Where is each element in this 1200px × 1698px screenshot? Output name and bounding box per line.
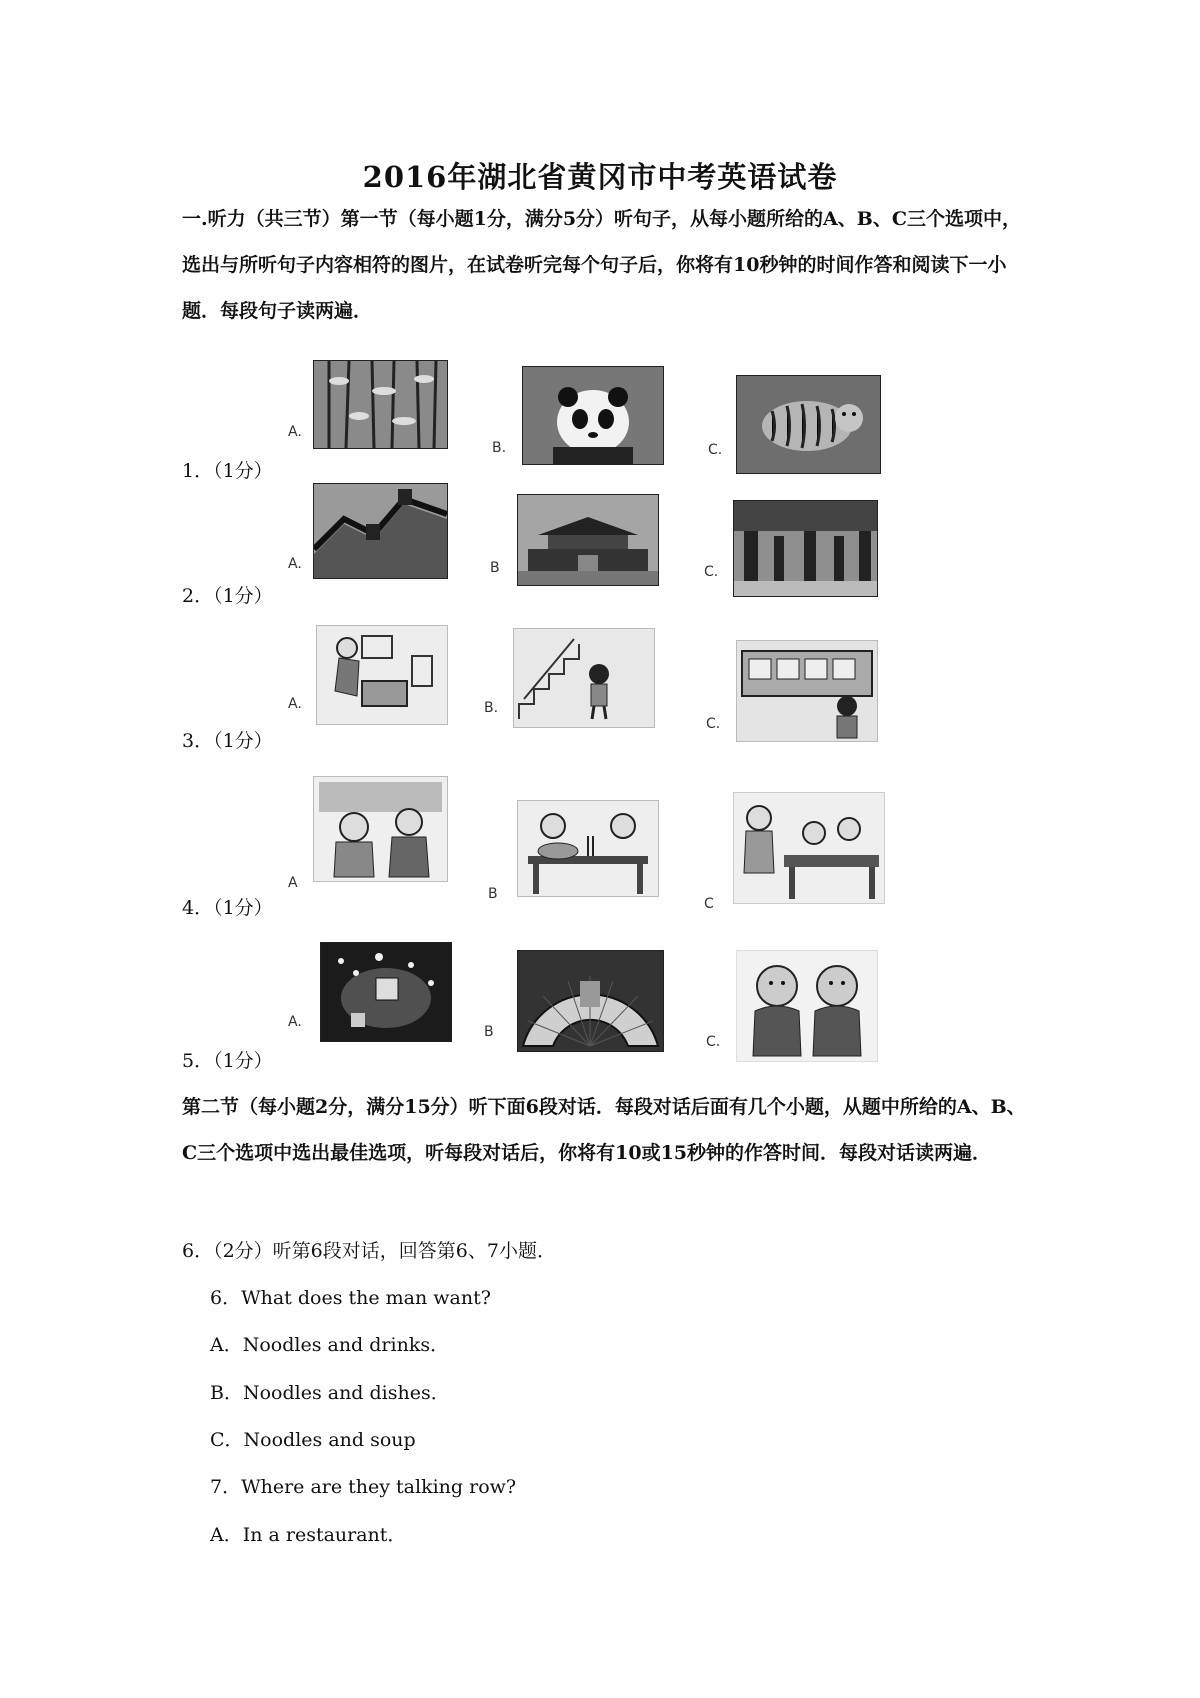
boy-on-train-icon bbox=[736, 640, 878, 742]
option-c-label: C. bbox=[706, 1034, 721, 1050]
question-6-text: 6．What does the man want? bbox=[210, 1287, 491, 1309]
option-a-label: A. bbox=[288, 424, 302, 440]
man-packing-icon bbox=[316, 625, 448, 725]
tiger-icon bbox=[736, 375, 881, 474]
street-icon bbox=[733, 500, 878, 597]
option-c-label: C. bbox=[706, 716, 721, 732]
option-c-label: C bbox=[704, 896, 714, 912]
option-a-label: A bbox=[288, 875, 298, 891]
tiananmen-icon bbox=[517, 494, 659, 586]
lanterns-icon bbox=[320, 942, 452, 1042]
option-a-label: A. bbox=[288, 696, 302, 712]
option-b-label: B bbox=[488, 886, 498, 902]
question-2-label: 2．（1分） bbox=[182, 585, 273, 607]
boy-on-stairs-icon bbox=[513, 628, 655, 728]
page-title: 2016年湖北省黄冈市中考英语试卷 bbox=[362, 160, 838, 194]
option-b-label: B bbox=[484, 1024, 494, 1040]
question-7-text: 7．Where are they talking row? bbox=[210, 1476, 517, 1498]
option-b-label: B. bbox=[484, 700, 499, 716]
panda-icon bbox=[522, 366, 664, 465]
people-eating-icon bbox=[517, 800, 659, 897]
question-1-label: 1．（1分） bbox=[182, 460, 273, 482]
question-6-option-c: C．Noodles and soup bbox=[210, 1429, 416, 1451]
bamboo-forest-icon bbox=[313, 360, 448, 449]
option-a-label: A. bbox=[288, 1014, 302, 1030]
question-5-label: 5．（1分） bbox=[182, 1050, 273, 1072]
people-talking-icon bbox=[313, 776, 448, 882]
question-7-option-a: A．In a restaurant． bbox=[210, 1524, 407, 1546]
fan-icon bbox=[517, 950, 664, 1052]
great-wall-icon bbox=[313, 483, 448, 579]
question-6-option-b: B．Noodles and dishes． bbox=[210, 1382, 450, 1404]
family-dinner-icon bbox=[733, 792, 885, 904]
option-c-label: C. bbox=[708, 442, 723, 458]
option-b-label: B. bbox=[492, 440, 507, 456]
option-b-label: B bbox=[490, 560, 500, 576]
section1-intro: 一.听力（共三节）第一节（每小题1分，满分5分）听句子，从每小题所给的A、B、C三个选项中，选出与所听句子内容相符的图片，在试卷听完每个句子后，你将有10秒钟的时间作答和阅读下一小题．每段句子读两遍． bbox=[182, 208, 1021, 322]
dolls-icon bbox=[736, 950, 878, 1062]
option-a-label: A. bbox=[288, 556, 302, 572]
question-6-label: 6．（2分）听第6段对话，回答第6、7小题． bbox=[182, 1240, 556, 1262]
question-4-label: 4．（1分） bbox=[182, 897, 273, 919]
section2-intro: 第二节（每小题2分，满分15分）听下面6段对话．每段对话后面有几个小题，从题中所给的A、B、C三个选项中选出最佳选项，听每段对话后，你将有10或15秒钟的作答时间．每段对话读两遍． bbox=[182, 1096, 1026, 1164]
question-6-option-a: A．Noodles and drinks． bbox=[210, 1334, 450, 1356]
option-c-label: C. bbox=[704, 564, 719, 580]
question-3-label: 3．（1分） bbox=[182, 730, 273, 752]
